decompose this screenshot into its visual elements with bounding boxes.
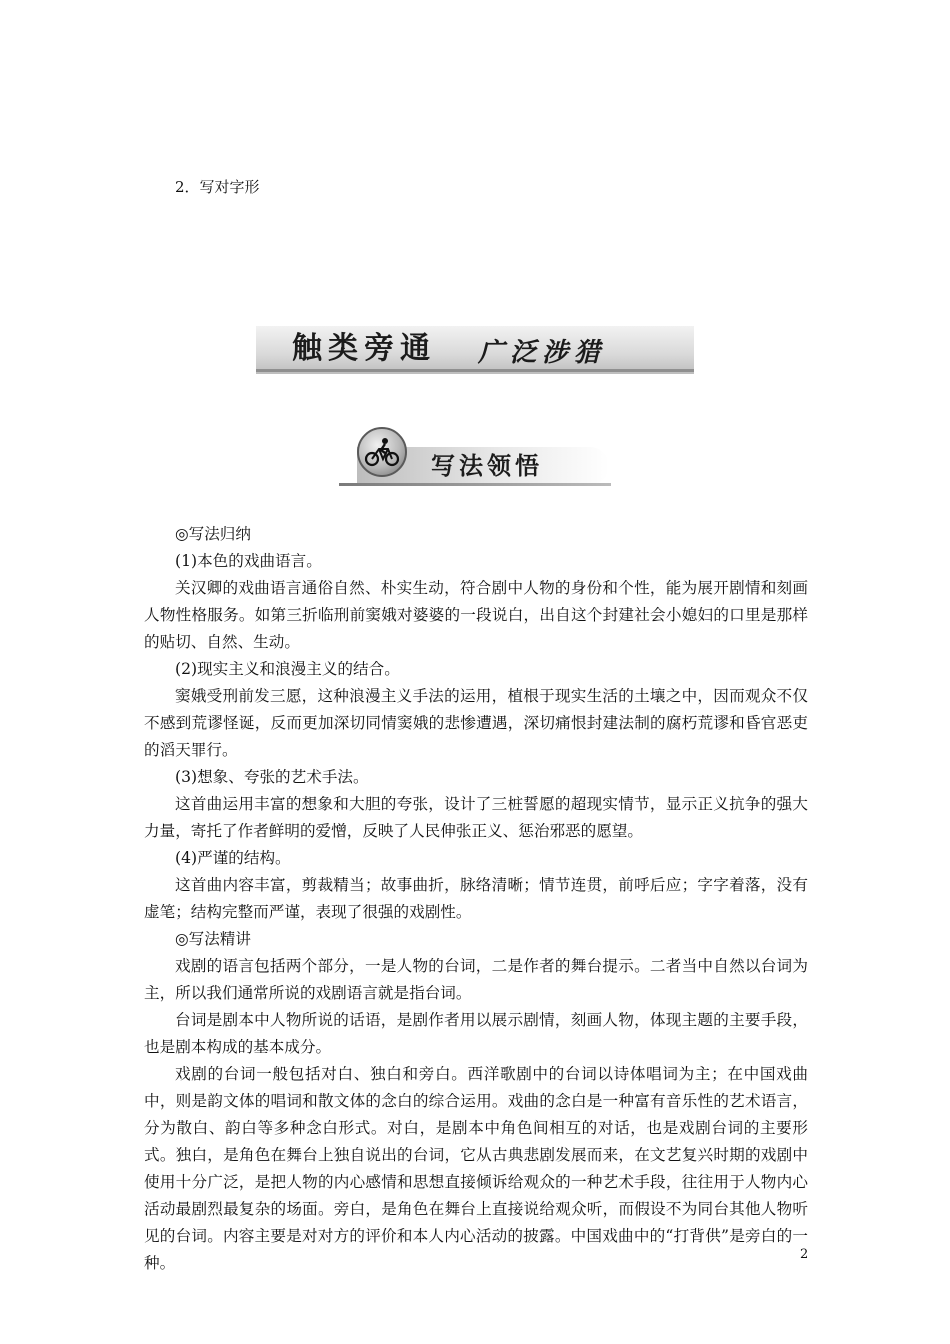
paragraph: 戏剧的语言包括两个部分，一是人物的台词，二是作者的舞台提示。二者当中自然以台词为主，所以我们通常所说的戏剧语言就是指台词。: [144, 957, 808, 1002]
paragraph: 窦娥受刑前发三愿，这种浪漫主义手法的运用，植根于现实生活的土壤之中，因而观众不仅不感到荒谬怪诞，反而更加深切同情窦娥的悲惨遭遇，深切痛恨封建法制的腐朽荒谬和昏官恶吏的滔天罪行。: [144, 687, 808, 759]
article-body: [144, 521, 808, 1277]
paragraph: 戏剧的台词一般包括对白、独白和旁白。西洋歌剧中的台词以诗体唱词为主；在中国戏曲中，则是韵文体的唱词和散文体的念白的综合运用。戏曲的念白是一种富有音乐性的艺术语言，分为散白、韵白等多种念白形式。对白，是剧本中角色间相互的对话，也是戏剧台词的主要形式。独白，是角色在舞台上独自说出的台词，它从古典悲剧发展而来，在文艺复兴时期的戏剧中使用十分广泛，是把人物的内心感情和思想直接倾诉给观众的一种艺术手段，往往用于人物内心活动最剧烈最复杂的场面。旁白，是角色在舞台上直接说给观众听，而假设不为同台其他人物听见的台词。内容主要是对对方的评价和本人内心活动的披露。中国戏曲中的“打背供”是旁白的一种。: [144, 1065, 808, 1272]
paragraph: 这首曲运用丰富的想象和大胆的夸张，设计了三桩誓愿的超现实情节，显示正义抗争的强大力量，寄托了作者鲜明的爱憎，反映了人民伸张正义、惩治邪恶的愿望。: [144, 795, 808, 840]
section-banner: [256, 326, 694, 374]
paragraph: 这首曲内容丰富，剪裁精当；故事曲折，脉络清晰；情节连贯，前呼后应；字字着落，没有虚笔；结构完整而严谨，表现了很强的戏剧性。: [144, 876, 808, 921]
banner-underline: [256, 369, 694, 372]
paragraph: 台词是剧本中人物所说的话语，是剧作者用以展示剧情，刻画人物，体现主题的主要手段，也是剧本构成的基本成分。: [144, 1011, 808, 1056]
paragraph: 关汉卿的戏曲语言通俗自然、朴实生动，符合剧中人物的身份和个性，能为展开剧情和刻画人物性格服务。如第三折临刑前窦娥对婆婆的一段说白，出自这个封建社会小媳妇的口里是那样的贴切、自然、生动。: [144, 579, 808, 651]
badge-underline: [339, 483, 611, 486]
section-badge: [339, 425, 611, 489]
page-number: 2: [800, 1247, 809, 1262]
point-heading: (2)现实主义和浪漫主义的结合。: [175, 660, 400, 678]
banner-accent-title: 广泛涉猎: [478, 338, 607, 368]
section-heading: ◎写法归纳: [175, 525, 251, 543]
subheading: 2．写对字形: [175, 178, 260, 196]
badge-title: 写法领悟: [431, 452, 543, 480]
cyclist-icon: [364, 437, 400, 467]
point-heading: (4)严谨的结构。: [175, 849, 291, 867]
point-heading: (1)本色的戏曲语言。: [175, 552, 322, 570]
section-heading: ◎写法精讲: [175, 930, 251, 948]
banner-title: 触类旁通: [292, 331, 436, 366]
point-heading: (3)想象、夸张的艺术手法。: [175, 768, 369, 786]
